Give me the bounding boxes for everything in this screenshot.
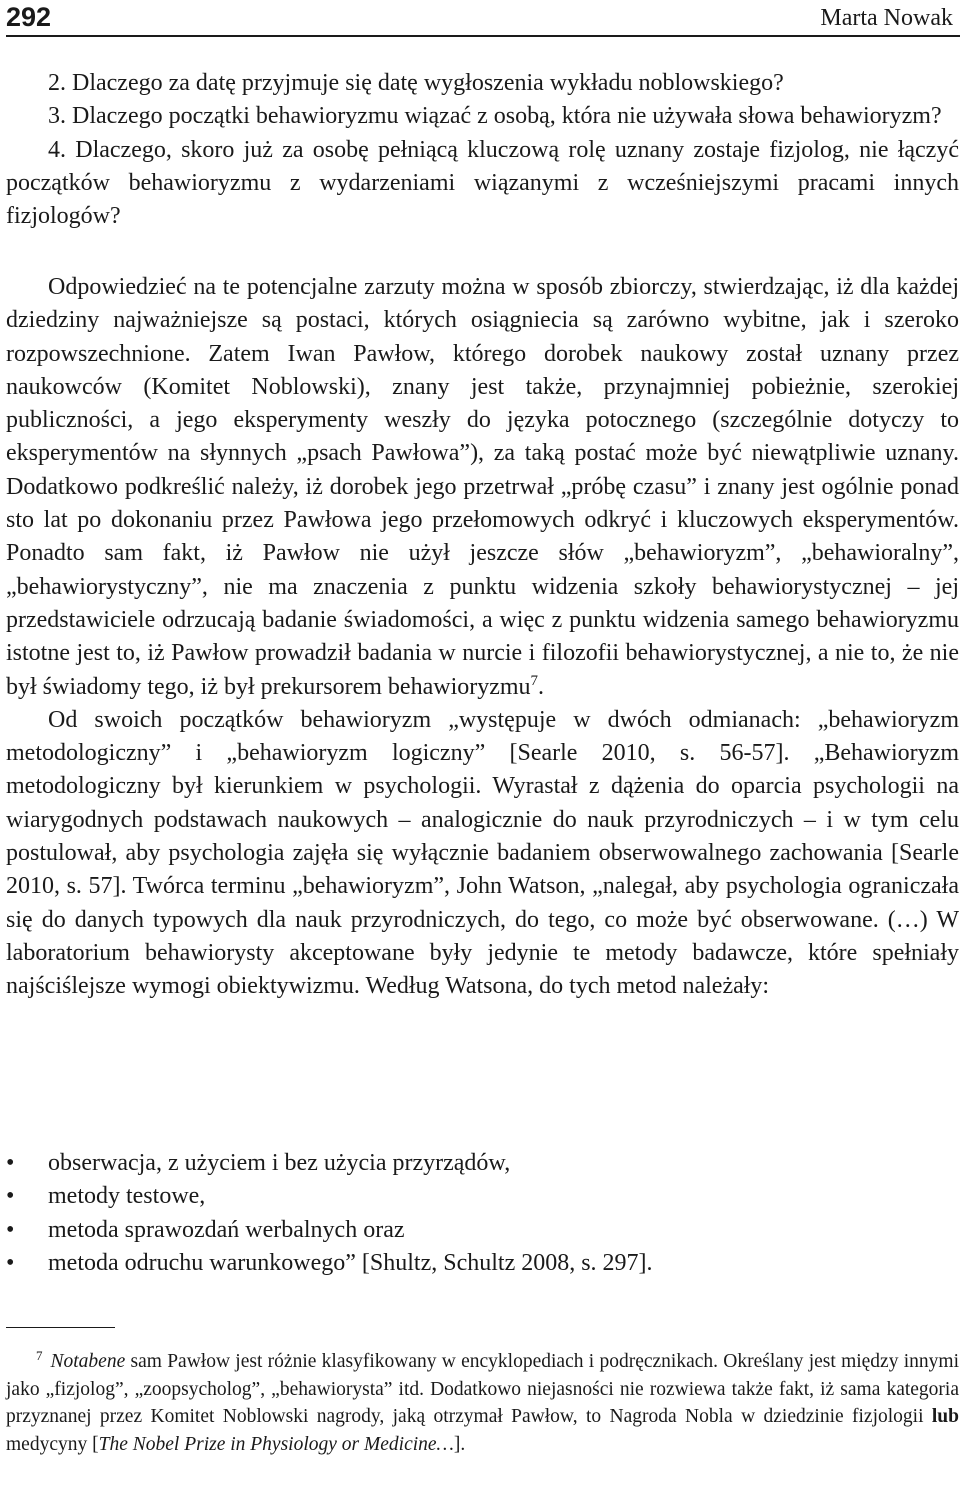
footnote-reference[interactable]: 7 (530, 672, 539, 689)
list-item (6, 1147, 956, 1180)
list-item-text: metody testowe, (48, 1183, 206, 1210)
question-item: 4. Dlaczego, skoro już za osobę pełniącą kluczową rolę uznany zostaje fizjolog, nie łączyć początków behawioryzmu z wydarzeniami wiązanymi z wcześniejszymi pracami innych fizjologów? (6, 136, 959, 230)
footnote-text (6, 1348, 959, 1458)
paragraph: Od swoich początków behawioryzm „występuje w dwóch odmianach: „behawioryzm metodologiczny” i „behawioryzm logiczny” [Searle 2010, s. 56-57]. „Behawioryzm metodologiczny był kierunkiem w psychologii. Wyrastał z dążenia do oparcia psychologii na wiarygodnych podstawach naukowych – analogicznie do nauk przyrodniczych – i w tym celu postulował, aby psychologia zajęła się wyłącznie badaniem obserwowalnego zachowania [Searle 2010, s. 57]. Twórca terminu „behawioryzm”, John Watson, „nalegał, aby psychologia ograniczała się do danych typowych dla nauk przyrodniczych, do tego, co może być obserwowane. (…) W laboratorium behawiorysty akceptowane były jedynie te metody badawcze, które spełniały najściślejsze wymogi obiektywizmu. Według Watsona, do tych metod należały: (6, 706, 959, 1000)
running-head-author: Marta Nowak (820, 5, 953, 31)
paragraph (6, 271, 959, 704)
page-header (0, 0, 960, 42)
question-list (6, 67, 959, 233)
header-rule (6, 35, 960, 37)
list-item-text: metoda odruchu warunkowego” [Shultz, Schultz 2008, s. 297]. (48, 1249, 653, 1276)
footnote-bold-word: lub (931, 1406, 959, 1427)
footnote-italic-lead: Notabene (50, 1351, 126, 1372)
paragraph-text: Odpowiedzieć na te potencjalne zarzuty można w sposób zbiorczy, stwierdzając, iż dla każdej dziedziny najważniejsze są postaci, których osiągniecia są zarówno wybitne, jak i szeroko rozpowszechnione. Zatem Iwan Pawłow, którego dorobek naukowy został uznany przez naukowców (Komitet Noblowski), znany jest także, przynajmniej pobieżnie, szerokiej publiczności, a jego eksperymenty weszły do języka potocznego (szczególnie dotyczy to eksperymentów na słynnych „psach Pawłowa”), za taką postać może być niewątpliwie uznany. Dodatkowo podkreślić należy, iż dorobek jego przetrwał „próbę czasu” i znany jest ogólnie ponad sto lat po dokonaniu przez Pawłowa jego przełomowych odkryć i kluczowych eksperymentów. Ponadto sam fakt, iż Pawłow nie użył jeszcze słów „behawioryzm”, „behawioralny”, „behawiorystyczny”, nie ma znaczenia z punktu widzenia szkoły behawiorystycznej – jej przedstawiciele odrzucają badanie świadomości, a więc z punktu widzenia samego behawioryzmu istotne jest to, iż Pawłow prowadził badania w nurcie i filozofii behawiorystycznej, a nie to, że nie był świadomy tego, iż był prekursorem behawioryzmu (6, 274, 959, 700)
question-item: 3. Dlaczego początki behawioryzmu wiązać z osobą, która nie używała słowa behawioryzm? (48, 103, 942, 130)
list-item-text: metoda sprawozdań werbalnych oraz (48, 1216, 405, 1243)
footnote-text-b: medycyny [ (6, 1433, 99, 1455)
list-item (6, 1247, 956, 1280)
footnote-separator (6, 1327, 115, 1328)
list-item-text: obserwacja, z użyciem i bez użycia przyrządów, (48, 1150, 511, 1176)
footnote-text-c: ]. (453, 1433, 466, 1455)
method-list (6, 1147, 956, 1280)
bullet-icon: • (6, 1216, 15, 1243)
page-number: 292 (6, 2, 52, 32)
question-item: 2. Dlaczego za datę przyjmuje się datę wygłoszenia wykładu noblowskiego? (48, 70, 784, 96)
bullet-icon: • (6, 1150, 15, 1176)
list-item (6, 1180, 956, 1213)
list-item (6, 1214, 956, 1247)
main-text (6, 271, 959, 1004)
footnote-number: 7 (36, 1347, 43, 1363)
bullet-icon: • (6, 1249, 15, 1276)
bullet-icon: • (6, 1183, 15, 1210)
footnote-italic-title: The Nobel Prize in Physiology or Medicine… (98, 1433, 454, 1455)
footnote (6, 1348, 959, 1458)
paragraph-end: . (538, 673, 545, 700)
footnote-text-a: sam Pawłow jest różnie klasyfikowany w encyklopediach i podręcznikach. Określany jest między innymi jako „fizjolog”, „zoopsycholog”, „behawiorysta” itd. Dodatkowo niejasności nie rozwiewa także fakt, iż sama kategoria przyznanej przez Komitet Noblowski nagrody, jaką otrzymał Pawłow, to Nagroda Nobla w dziedzinie fizjologii (6, 1351, 959, 1427)
